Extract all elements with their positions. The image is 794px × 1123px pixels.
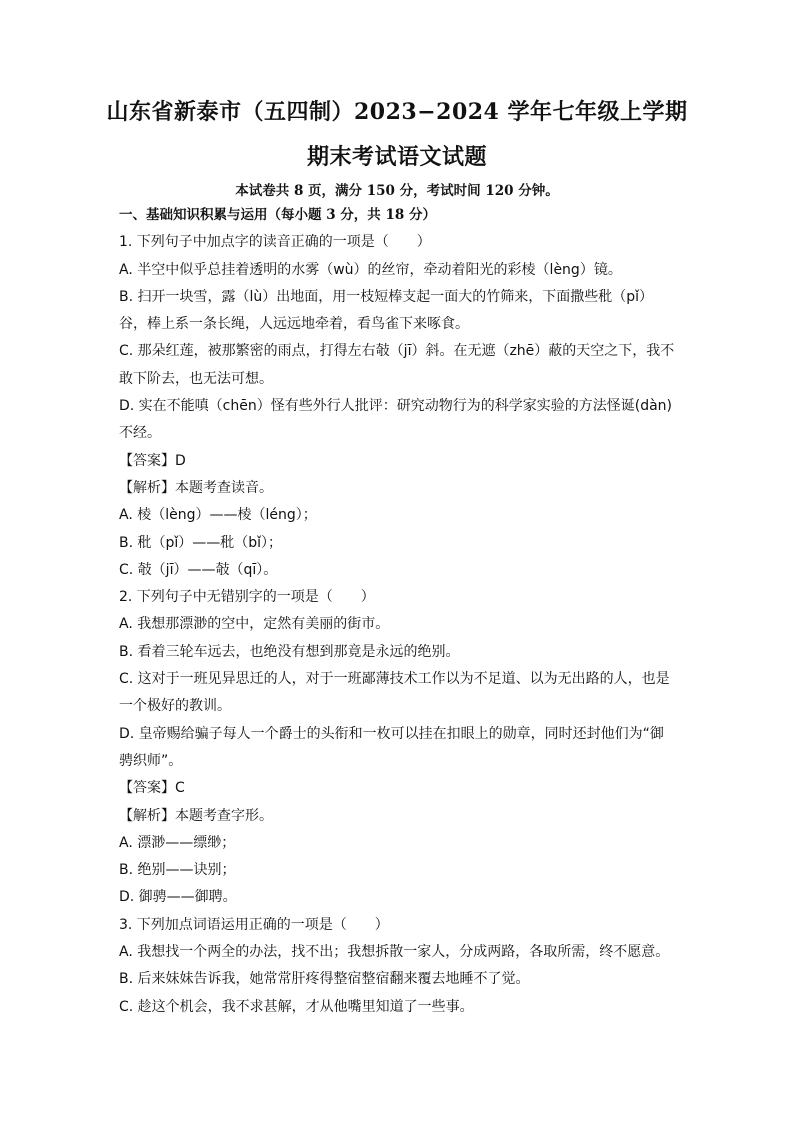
text-line: C. 那朵红莲，被那繁密的雨点，打得左右攲（jī）斜。在无遮（zhē）蔽的天空之下，我不 bbox=[119, 343, 675, 360]
text-line: 【解析】本题考查读音。 bbox=[119, 479, 273, 496]
text-line: C. 这对于一班见异思迁的人，对于一班鄙薄技术工作以为不足道、以为无出路的人，也是 bbox=[119, 671, 670, 688]
text-line: B. 秕（pǐ）——秕（bǐ）； bbox=[119, 534, 283, 551]
text-line: A. 漂渺——缥缈； bbox=[119, 834, 236, 851]
text-line: 不经。 bbox=[119, 425, 161, 442]
text-line: 骋织师”。 bbox=[119, 752, 183, 769]
text-line: B. 看着三轮车远去，也绝没有想到那竟是永远的绝别。 bbox=[119, 643, 460, 660]
text-line: C. 攲（jī）——攲（qī）。 bbox=[119, 561, 278, 578]
text-line: 【答案】D bbox=[119, 452, 186, 469]
document-title-line1: 山东省新泰市（五四制）2023−2024 学年七年级上学期 bbox=[106, 99, 688, 125]
document-body bbox=[119, 202, 679, 1021]
text-line: C. 趁这个机会，我不求甚解，才从他嘴里知道了一些事。 bbox=[119, 998, 474, 1015]
text-line: 【解析】本题考查字形。 bbox=[119, 807, 273, 824]
text-line: 【答案】C bbox=[119, 780, 185, 797]
exam-info: 本试卷共 8 页，满分 150 分，考试时间 120 分钟。 bbox=[235, 183, 559, 199]
document-title-line2: 期末考试语文试题 bbox=[306, 144, 487, 170]
text-line: D. 御骋——御聘。 bbox=[119, 889, 237, 906]
text-line: B. 扫开一块雪，露（lù）出地面，用一枝短棒支起一面大的竹筛来，下面撒些秕（pǐ） bbox=[119, 288, 654, 305]
text-line: D. 皇帝赐给骗子每人一个爵士的头衔和一枚可以挂在扣眼上的勋章，同时还封他们为“御 bbox=[119, 725, 664, 742]
text-line: A. 我想找一个两全的办法，找不出；我想拆散一家人，分成两路，各取所需，终不愿意。 bbox=[119, 944, 670, 961]
text-line: A. 半空中似乎总挂着透明的水雾（wù）的丝帘，牵动着阳光的彩棱（lèng）镜。 bbox=[119, 261, 622, 278]
text-line: A. 我想那漂渺的空中，定然有美丽的街市。 bbox=[119, 616, 390, 633]
text-line: D. 实在不能嗔（chēn）怪有些外行人批评：研究动物行为的科学家实验的方法怪诞(dàn) bbox=[119, 398, 672, 415]
text-line: 2. 下列句子中无错别字的一项是（ ） bbox=[119, 589, 375, 606]
text-line: 谷，棒上系一条长绳，人远远地牵着，看鸟雀下来啄食。 bbox=[119, 316, 469, 333]
text-line: B. 绝别——诀别； bbox=[119, 862, 236, 879]
text-line: 3. 下列加点词语运用正确的一项是（ ） bbox=[119, 916, 389, 933]
text-line: 1. 下列句子中加点字的读音正确的一项是（ ） bbox=[119, 234, 431, 251]
text-line: 一个极好的教训。 bbox=[119, 698, 231, 715]
text-line: A. 棱（lèng）——棱（léng）； bbox=[119, 507, 317, 524]
text-line: B. 后来妹妹告诉我，她常常肝疼得整宿整宿翻来覆去地睡不了觉。 bbox=[119, 971, 530, 988]
text-line: 敢下阶去，也无法可想。 bbox=[119, 370, 273, 387]
section-heading: 一、基础知识积累与运用（每小题 3 分，共 18 分） bbox=[119, 207, 436, 223]
